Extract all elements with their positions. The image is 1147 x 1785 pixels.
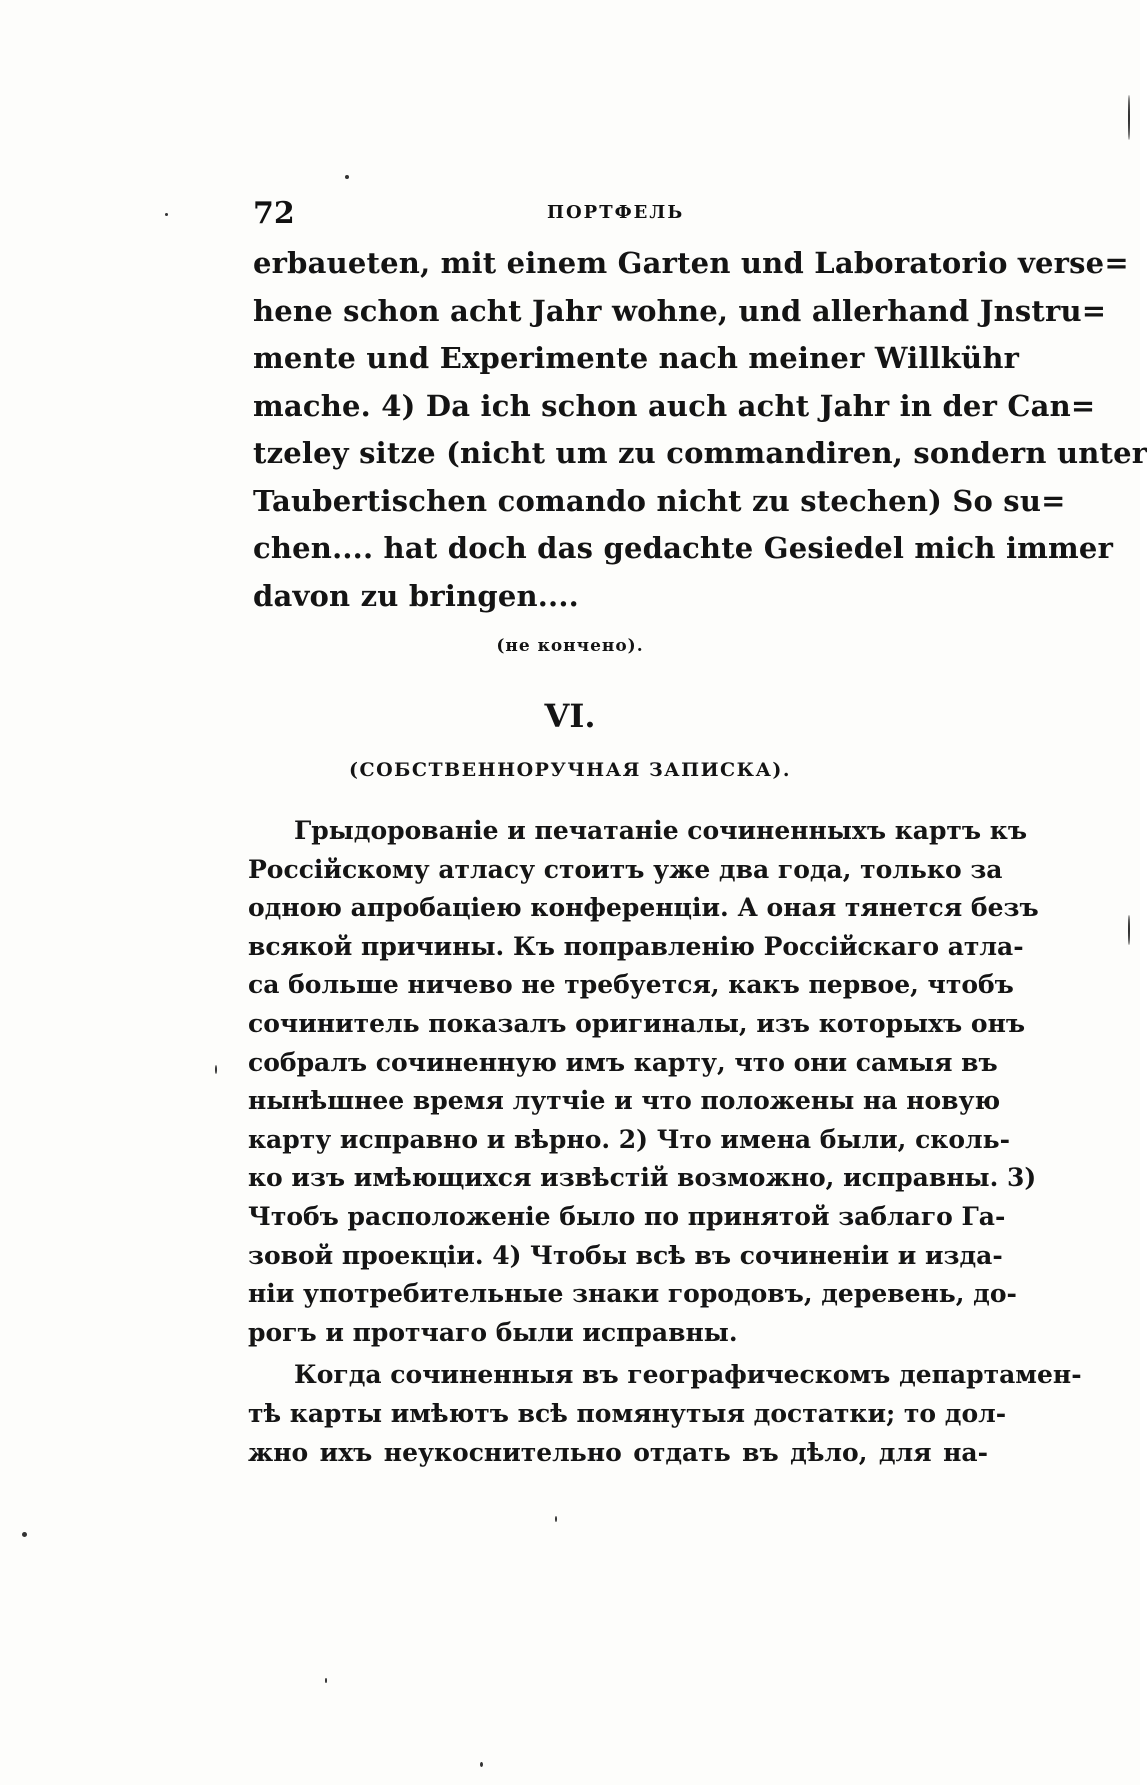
section-subtitle: (СОБСТВЕННОРУЧНАЯ ЗАПИСКА). — [348, 759, 792, 781]
scan-speck — [1128, 95, 1130, 140]
running-title: ПОРТФЕЛЬ — [547, 202, 685, 223]
scan-speck — [22, 1532, 27, 1537]
scan-speck — [325, 1678, 327, 1683]
text-line: erbaueten, mit einem Garten und Laboratorio verse= — [253, 246, 1129, 280]
text-line: жно ихъ неукоснительно отдать въ дѣло, для на- — [248, 1437, 988, 1467]
text-line: ніи употребительные знаки городовъ, деревень, до- — [248, 1279, 1017, 1309]
scan-speck — [165, 213, 168, 216]
text-line: одною апробаціею конференціи. А оная тянется безъ — [248, 893, 1039, 923]
section-number: VI. — [544, 697, 596, 735]
text-line: Taubertischen comando nicht zu stechen) So su= — [253, 483, 1066, 518]
text-line: нынѣшнее время лутчіе и что положены на новую — [248, 1086, 1001, 1116]
scan-speck — [1128, 915, 1130, 945]
text-line: Россійскому атласу стоитъ уже два года, только за — [248, 854, 1003, 884]
scan-speck — [345, 175, 349, 179]
text-line: зовой проекціи. 4) Чтобы всѣ въ сочиненіи и изда- — [248, 1240, 1003, 1270]
page-number: 72 — [253, 196, 295, 231]
text-line: mente und Experimente nach meiner Willkühr — [253, 341, 1020, 375]
scan-speck — [480, 1762, 483, 1767]
text-line: ко изъ имѣющихся извѣстій возможно, исправны. 3) — [248, 1163, 1037, 1193]
text-line: са больше ничево не требуется, какъ первое, чтобъ — [248, 970, 1014, 1000]
text-line: tzeley sitze (nicht um zu commandiren, sondern unter — [253, 436, 1147, 470]
text-line: Чтобъ расположеніе было по принятой заблаго Га- — [248, 1201, 1006, 1231]
text-line: тѣ карты имѣютъ всѣ помянутыя достатки; то дол- — [248, 1398, 1007, 1428]
text-line: davon zu bringen.... — [253, 578, 579, 613]
scan-speck — [215, 1065, 217, 1074]
russian-text-block — [248, 812, 1082, 1472]
scan-speck — [555, 1516, 557, 1522]
german-text-block — [253, 240, 1147, 620]
text-line: Когда сочиненныя въ географическомъ департамен- — [294, 1360, 1082, 1390]
text-line: рогъ и протчаго были исправны. — [248, 1317, 738, 1347]
text-line: карту исправно и вѣрно. 2) Что имена были, сколь- — [248, 1124, 1010, 1154]
text-line: hene schon acht Jahr wohne, und allerhand Jnstru= — [253, 293, 1107, 328]
text-line: mache. 4) Da ich schon auch acht Jahr in der Can= — [253, 388, 1096, 423]
text-line: всякой причины. Къ поправленію Россійскаго атла- — [248, 931, 1024, 961]
unfinished-note: (не кончено). — [496, 636, 644, 656]
running-head — [253, 196, 987, 236]
text-line: chen.... hat doch das gedachte Gesiedel mich immer — [253, 531, 1114, 565]
text-line: собралъ сочиненную имъ карту, что они самыя въ — [248, 1047, 998, 1077]
text-line: Грыдорованіе и печатаніе сочиненныхъ картъ къ — [294, 816, 1028, 845]
text-line: сочинитель показалъ оригиналы, изъ которыхъ онъ — [248, 1008, 1026, 1038]
